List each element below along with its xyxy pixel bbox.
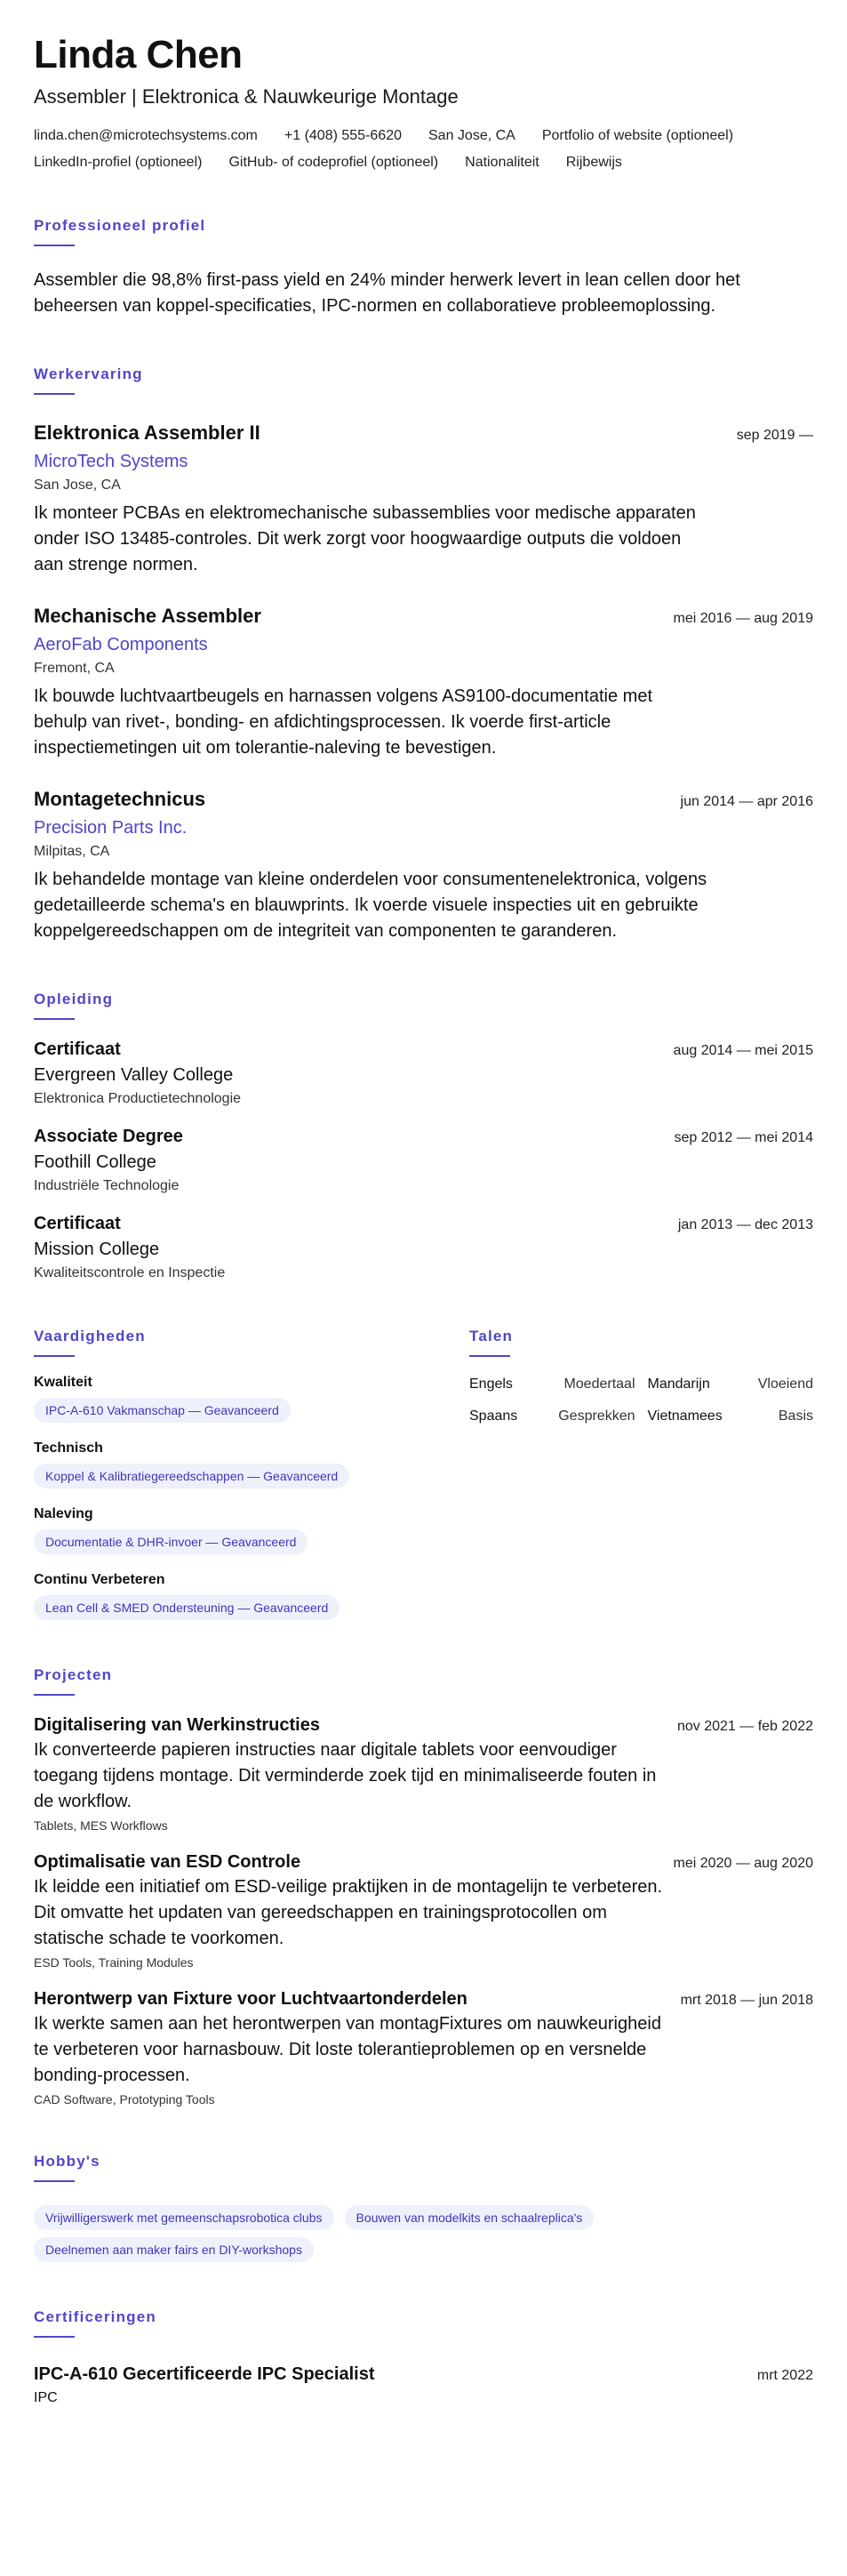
language-item [469,1376,635,1392]
job-description: Ik bouwde luchtvaartbeugels en harnassen volgens AS9100-documentatie met behulp van rivet-, bonding- en afdichtingsprocessen. Ik voerde first-article inspectiemetingen uit om tolerantie-naleving te bevestigen. [34,686,653,758]
contact-license: Rijbewijs [565,155,622,171]
section-title: Certificeringen [34,2308,156,2326]
education-entry [34,1039,813,1107]
language-level: Basis [778,1408,813,1424]
project-date: nov 2021 — feb 2022 [676,1719,813,1735]
project-tech: Tablets, MES Workflows [34,1818,168,1834]
education-school: Evergreen Valley College [34,1065,234,1086]
contact-row-secondary [34,155,813,171]
language-level: Gesprekken [558,1408,635,1424]
education-section [34,991,813,1281]
education-degree: Certificaat [34,1039,121,1060]
skill-pill: Koppel & Kalibratiegereedschappen — Geavanceerd [34,1464,349,1489]
hobby-list [34,2198,813,2262]
job-company: AeroFab Components [34,635,208,655]
candidate-name: Linda Chen [34,33,243,76]
section-divider [34,1018,75,1020]
section-divider [34,2180,75,2182]
education-field: Industriële Technologie [34,1178,180,1194]
section-title: Vaardigheden [34,1328,146,1345]
section-title: Opleiding [34,991,114,1008]
contact-portfolio[interactable]: Portfolio of website (optioneel) [541,128,734,144]
education-entry [34,1127,813,1194]
education-date: aug 2014 — mei 2015 [673,1043,813,1059]
experience-entry [34,421,813,578]
project-entry [34,1852,813,1970]
language-name: Spaans [469,1408,518,1424]
job-location: Milpitas, CA [34,844,110,860]
certifications-section [34,2308,813,2406]
language-grid [469,1376,813,1424]
skill-group [34,1440,404,1489]
education-date: jan 2013 — dec 2013 [677,1217,813,1233]
certification-date: mrt 2022 [756,2368,813,2384]
hobby-pill: Bouwen van modelkits en schaalreplica's [345,2205,595,2230]
skill-pill: Documentatie & DHR-invoer — Geavanceerd [34,1529,308,1554]
profile-summary: Assembler die 98,8% first-pass yield en 24% minder herwerk levert in lean cellen door het beheersen van koppel-specificaties, IPC-normen en collaboratieve probleemoplossing. [34,270,740,317]
skill-pill: IPC-A-610 Vakmanschap — Geavanceerd [34,1398,291,1423]
job-date: sep 2019 — [736,428,813,444]
section-divider [34,393,75,395]
education-date: sep 2012 — mei 2014 [674,1130,813,1146]
contact-phone[interactable]: +1 (408) 555-6620 [284,128,402,144]
certification-title: IPC-A-610 Gecertificeerde IPC Specialist [34,2364,375,2385]
section-title: Hobby's [34,2153,100,2171]
job-description: Ik behandelde montage van kleine onderdelen voor consumentenelektronica, volgens gedetailleerde schema's en blauwprints. Ik voerde visuele inspecties uit en gebruikte koppelgereedschappen om de integriteit van componenten te garanderen. [34,870,707,942]
job-date: jun 2014 — apr 2016 [680,794,813,810]
section-title: Talen [469,1328,514,1345]
hobby-pill: Vrijwilligerswerk met gemeenschapsrobotica clubs [34,2205,334,2230]
contact-email[interactable]: linda.chen@microtechsystems.com [34,128,258,144]
language-level: Vloeiend [757,1376,813,1392]
job-description: Ik monteer PCBAs en elektromechanische subassemblies voor medische apparaten onder ISO 13485-controles. Dit werk zorgt voor hoogwaardige outputs die voldoen aan strenge normen. [34,503,696,575]
project-title: Digitalisering van Werkinstructies [34,1715,320,1736]
project-tech: CAD Software, Prototyping Tools [34,2092,215,2107]
education-field: Kwaliteitscontrole en Inspectie [34,1265,226,1281]
project-tech: ESD Tools, Training Modules [34,1955,194,1970]
hobby-pill: Deelnemen aan maker fairs en DIY-workshops [34,2237,314,2262]
skills-languages-row [34,1328,813,1620]
contact-row [34,128,813,144]
education-field: Elektronica Productietechnologie [34,1091,242,1107]
job-title: Elektronica Assembler II [34,421,260,445]
section-title: Werkervaring [34,365,143,383]
profile-section [34,217,813,319]
experience-entry [34,788,813,944]
section-title: Projecten [34,1666,113,1684]
education-school: Foothill College [34,1152,156,1173]
skill-category: Technisch [34,1440,103,1457]
hobbies-section [34,2153,813,2262]
project-date: mei 2020 — aug 2020 [673,1856,813,1872]
language-name: Engels [469,1376,513,1392]
project-entry [34,1989,813,2107]
skill-group [34,1506,404,1554]
job-location: San Jose, CA [34,477,121,494]
job-company: MicroTech Systems [34,452,188,472]
candidate-subtitle: Assembler | Elektronica & Nauwkeurige Montage [34,85,459,108]
section-divider [34,1355,75,1357]
certification-issuer: IPC [34,2390,58,2406]
language-item [469,1408,635,1424]
project-description: Ik werkte samen aan het herontwerpen van montagFixtures om nauwkeurigheid te verbeteren voor harnasbouw. Dit loste tolerantieproblemen op en versnelde bonding-processen. [34,2014,661,2086]
project-date: mrt 2018 — jun 2018 [680,1993,813,2009]
contact-location: San Jose, CA [428,128,515,144]
job-title: Mechanische Assembler [34,605,261,628]
project-description: Ik converteerde papieren instructies naar digitale tablets voor eenvoudiger toegang tijdens montage. Dit verminderde zoek tijd en minimaliseerde fouten in de workflow. [34,1740,657,1812]
education-school: Mission College [34,1240,160,1260]
section-title: Professioneel profiel [34,217,206,235]
project-title: Optimalisatie van ESD Controle [34,1852,301,1873]
section-divider [34,245,75,246]
section-divider [34,2336,75,2338]
language-level: Moedertaal [563,1376,635,1392]
languages-section [469,1328,813,1620]
contact-nationality: Nationaliteit [465,155,539,171]
project-entry [34,1715,813,1833]
skill-group [34,1572,404,1620]
project-description: Ik leidde een initiatief om ESD-veilige praktijken in de montagelijn te verbeteren. Dit omvatte het updaten van gereedschappen en trainingsprotocollen om statische schade te voorkomen. [34,1877,663,1949]
experience-section [34,365,813,944]
job-title: Montagetechnicus [34,788,206,811]
skill-category: Kwaliteit [34,1375,92,1391]
language-item [648,1376,814,1392]
language-name: Vietnamees [647,1408,723,1424]
section-divider [34,1694,75,1696]
certification-entry [34,2364,813,2406]
education-degree: Certificaat [34,1214,121,1234]
language-item [648,1408,814,1424]
experience-entry [34,605,813,761]
job-company: Precision Parts Inc. [34,818,188,839]
education-degree: Associate Degree [34,1127,183,1147]
skill-category: Naleving [34,1506,93,1522]
section-divider [469,1355,510,1357]
skills-section [34,1328,404,1620]
contact-github[interactable]: GitHub- of codeprofiel (optioneel) [228,155,439,171]
job-date: mei 2016 — aug 2019 [673,611,813,627]
skill-category: Continu Verbeteren [34,1572,165,1588]
project-title: Herontwerp van Fixture voor Luchtvaartonderdelen [34,1989,467,2010]
projects-section [34,1666,813,2107]
skill-pill: Lean Cell & SMED Ondersteuning — Geavanceerd [34,1595,340,1620]
language-name: Mandarijn [647,1376,710,1392]
contact-linkedin[interactable]: LinkedIn-profiel (optioneel) [34,155,203,171]
education-entry [34,1214,813,1281]
job-location: Fremont, CA [34,661,115,677]
skill-group [34,1375,404,1423]
resume-header [34,34,813,171]
